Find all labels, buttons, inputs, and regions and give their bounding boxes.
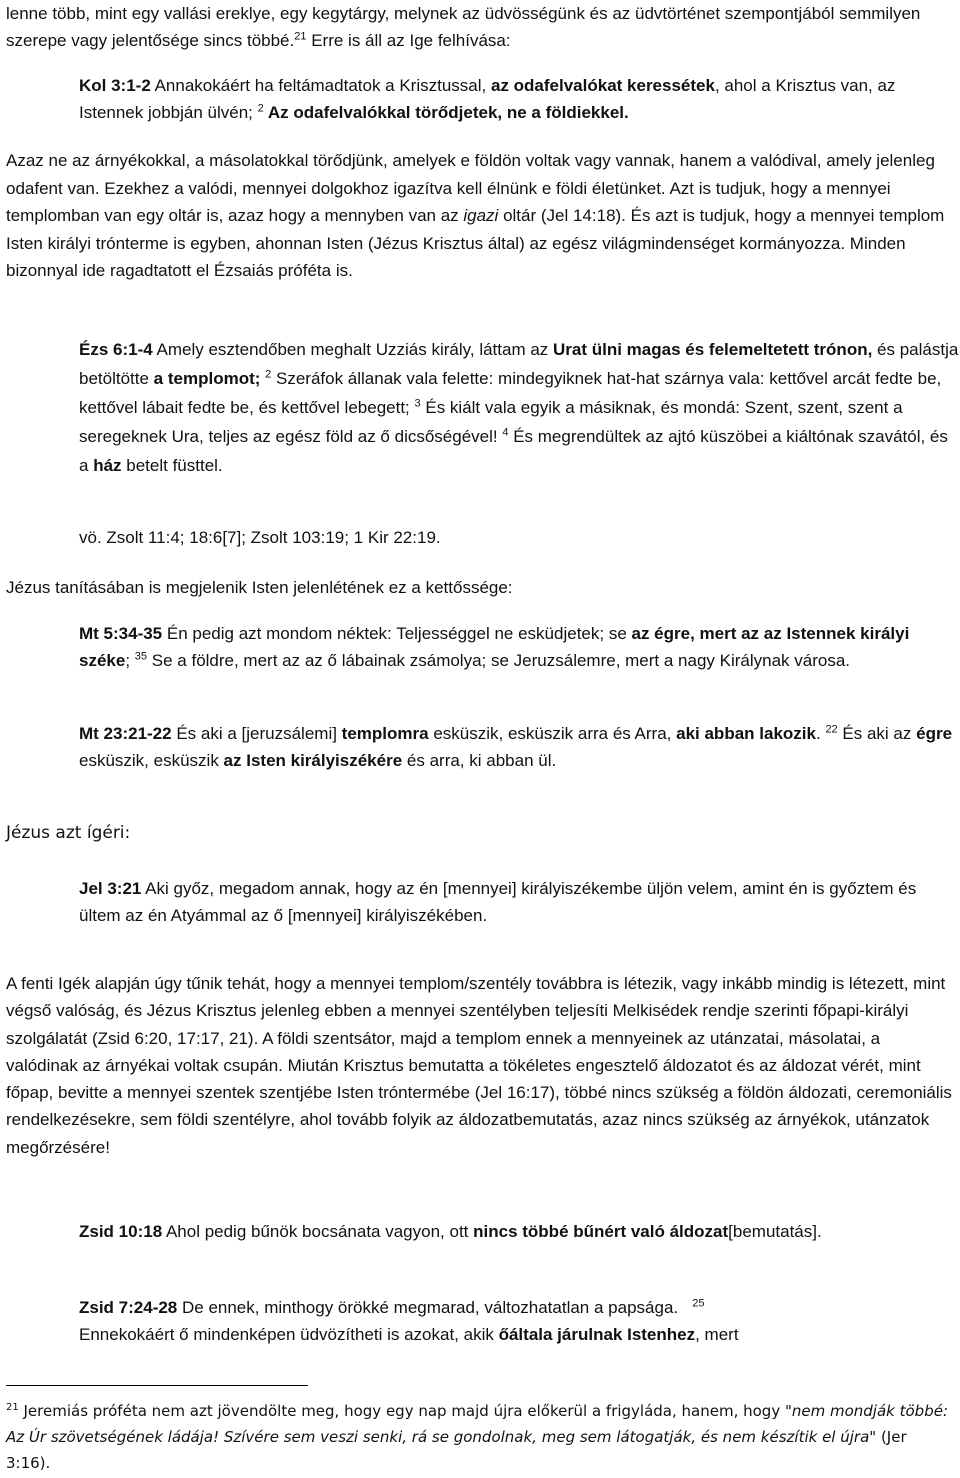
cross-reference: vö. Zsolt 11:4; 18:6[7]; Zsolt 103:19; 1 Kir 22:19. — [79, 528, 441, 547]
mt5-text: Én pedig azt mondom néktek: Teljességgel ne esküdjetek; se — [162, 624, 632, 643]
zsid7-bold: őáltala járulnak Istenhez — [498, 1325, 696, 1344]
ezs-text-6: betelt füsttel. — [121, 456, 223, 475]
para1-text-5: És azt is tudjuk, hogy a mennyei templom Isten királyi trónterme is egyben, ahonnan Isten (Jézus Krisztus által) az egész világmindenséget kormányozza. — [6, 206, 945, 253]
mt23-quote — [79, 720, 959, 774]
footnote-separator — [6, 1385, 308, 1386]
mt23-bold-3: égre — [916, 724, 953, 743]
mt23-text-5: esküszik, esküszik — [79, 751, 224, 770]
para1-text-2: Ezekhez a valódi, mennyei dolgokhoz igazítva kell élnünk e földi életünket. — [99, 178, 666, 198]
zsid7-text-2: Ennekokáért ő mindenképen üdvözítheti is azokat, akik — [79, 1325, 499, 1344]
zsid7-text: De ennek, minthogy örökké megmarad, változhatatlan a papsága. — [177, 1298, 679, 1317]
zsid10-quote — [79, 1218, 839, 1245]
mt5-text-3: Se a földre, mert az az ő lábainak zsámolya; se Jeruzsálemre, mert a nagy Királynak városa. — [147, 651, 851, 670]
zsid7-reference: Zsid 7:24-28 — [79, 1298, 178, 1317]
intro-text-cont: Erre is áll az Ige felhívása: — [306, 31, 511, 50]
mt23-bold-4: az Isten királyiszékére — [223, 751, 403, 770]
zsid10-text: Ahol pedig bűnök bocsánata vagyon, ott — [162, 1222, 474, 1241]
kol-bold: az odafelvalókat keressétek — [490, 76, 715, 95]
kol-bold-2: Az odafelvalókkal törődjetek, ne a földiekkel. — [263, 103, 629, 122]
ezs-text-5: És megrendültek az ajtó küszöbei a kiáltónak szavától, és a — [79, 427, 948, 475]
mt23-text-3: . — [815, 724, 821, 743]
para1-text-3: Azt is tudjuk, hogy a mennyei templomban van egy oltár is, azaz hogy a mennyben van az — [6, 178, 891, 225]
footnote-21 — [6, 1398, 951, 1476]
footnote-text-2: (Jer 3:16). — [6, 1428, 907, 1472]
jel-text: Aki győz, megadom annak, hogy az én [mennyei] királyiszékembe üljön velem, amint én is győztem és ültem az én Atyámmal az ő [mennyei] királyiszékében. — [79, 879, 917, 925]
para1-text-6: Minden bizonnyal ide ragadtatott el Ézsaiás próféta is. — [6, 233, 906, 280]
jel-reference: Jel 3:21 — [79, 879, 142, 898]
para1-italic: igazi — [463, 206, 499, 225]
verse-number: 35 — [134, 650, 148, 663]
mt23-bold-2: aki abban lakozik — [676, 724, 816, 743]
paragraph-1 — [6, 147, 956, 285]
kol-reference: Kol 3:1-2 — [79, 76, 151, 95]
jezus-tanitas-line: Jézus tanításában is megjelenik Isten jelenlétének ez a kettőssége: — [6, 578, 513, 597]
footnote-text: Jeremiás próféta nem azt jövendölte meg, hogy egy nap majd újra előkerül a frigyláda, hanem, hogy — [18, 1402, 785, 1420]
para1-text: Azaz ne az árnyékokkal, a másolatokkal törődjünk, amelyek e földön voltak vagy vannak, hanem a valódival, amely jelenleg odafent van. — [6, 151, 935, 198]
mt5-quote — [79, 620, 959, 674]
ezs-bold-2: a templomot; — [153, 369, 261, 388]
kol-text: Annakokáért ha feltámadtatok a Krisztussal, — [150, 76, 491, 95]
zsid10-bold: nincs többé bűnért való áldozat — [473, 1222, 729, 1241]
zsid10-text-2: [bemutatás]. — [728, 1222, 822, 1241]
ezs-bold-3: ház — [93, 456, 122, 475]
mt23-bold: templomra — [341, 724, 429, 743]
zsid7-text-3: , mert — [695, 1325, 739, 1344]
ezs-quote — [79, 335, 959, 480]
footnote-number: 21 — [6, 1402, 19, 1413]
ezs-text: Amely esztendőben meghalt Uzziás király, láttam az — [152, 340, 554, 359]
mt23-reference: Mt 23:21-22 — [79, 724, 172, 743]
mt23-text-2: esküszik, esküszik arra és Arra, — [428, 724, 677, 743]
mt23-text: És aki a [jeruzsálemi] — [171, 724, 342, 743]
paragraph-2: A fenti Igék alapján úgy tűnik tehát, hogy a mennyei templom/szentély továbbra is létezik, vagy inkább mindig is létezett, mint végső valóság, és Jézus Krisztus jelenleg ebben a mennyei szentélyben teljesíti Melkisédek rendje szerinti főpapi-királyi szolgálatát (Zsid 6:20, 17:17, 21). A földi szentsátor, majd a templom ennek a mennyeinek az utánzatai, másolatai, a valódinak az árnyékai voltak csupán. Miután Krisztus bemutatta a tökéletes engesztelő áldozatot és az áldozat vérét, mint főpap, bevitte a mennyei szentek szentjébe Isten tróntermébe (Jel 16:17), többé nincs szükség a földön áldozati, ceremoniális rendelkezésekre, sem földi szentélyre, ahol tovább folyik az áldozatbemutatás, azaz nincs szükség az árnyékok, utánzatok megőrzésére! — [6, 974, 952, 1157]
verse-number: 2 — [257, 102, 264, 115]
mt5-bold: az égre, mert az az Istennek királyi széke — [79, 624, 910, 670]
verse-number: 22 — [825, 723, 838, 736]
para1-text-4: oltár (Jel 14:18). — [498, 206, 626, 225]
zsid10-reference: Zsid 10:18 — [79, 1222, 163, 1241]
mt5-reference: Mt 5:34-35 — [79, 624, 163, 643]
verse-number: 2 — [265, 368, 272, 381]
ezs-reference: Ézs 6:1-4 — [79, 340, 153, 359]
verse-number: 4 — [502, 426, 509, 439]
mt23-text-6: és arra, ki abban ül. — [402, 751, 557, 770]
ezs-text-3: Szeráfok állanak vala felette: mindegyiknek hat-hat szárnya vala: kettővel arcát fedte be, kettővel lábait fedte be, és kettővel lebegett; — [79, 369, 942, 417]
ezs-bold: Urat ülni magas és felemeltetett trónon, — [553, 340, 873, 359]
ezs-text-4: És kiált vala egyik a másiknak, és mondá: Szent, szent, szent a seregeknek Ura, teljes az egész föld az ő dicsőségével! — [79, 398, 903, 446]
verse-number: 3 — [414, 397, 421, 410]
mt23-text-4: És aki az — [837, 724, 917, 743]
footnote-reference[interactable]: 21 — [294, 30, 307, 43]
intro-text: lenne több, mint egy vallási ereklye, egy kegytárgy, melynek az üdvösségünk és az üdvtörténet szempontjából semmilyen szerepe vagy jelentősége sincs többé. — [6, 4, 921, 50]
kol-text-2: , ahol a Krisztus van, az Istennek jobbján ülvén; — [79, 76, 896, 122]
ezs-text-2: és palástja betöltötte — [79, 340, 959, 388]
jel-quote — [79, 875, 959, 929]
jezus-igeri-line: Jézus azt ígéri: — [6, 823, 131, 843]
zsid7-quote — [79, 1294, 959, 1348]
mt5-text-2: ; — [125, 651, 131, 670]
intro-paragraph — [6, 0, 954, 54]
verse-number: 25 — [692, 1297, 705, 1310]
kol-quote — [79, 72, 959, 126]
footnote-italic: "nem mondják többé: Az Úr szövetségének ládája! Szívére sem veszi senki, rá se gondolnak, meg sem látogatják, és nem készítik el újra" — [6, 1402, 948, 1446]
